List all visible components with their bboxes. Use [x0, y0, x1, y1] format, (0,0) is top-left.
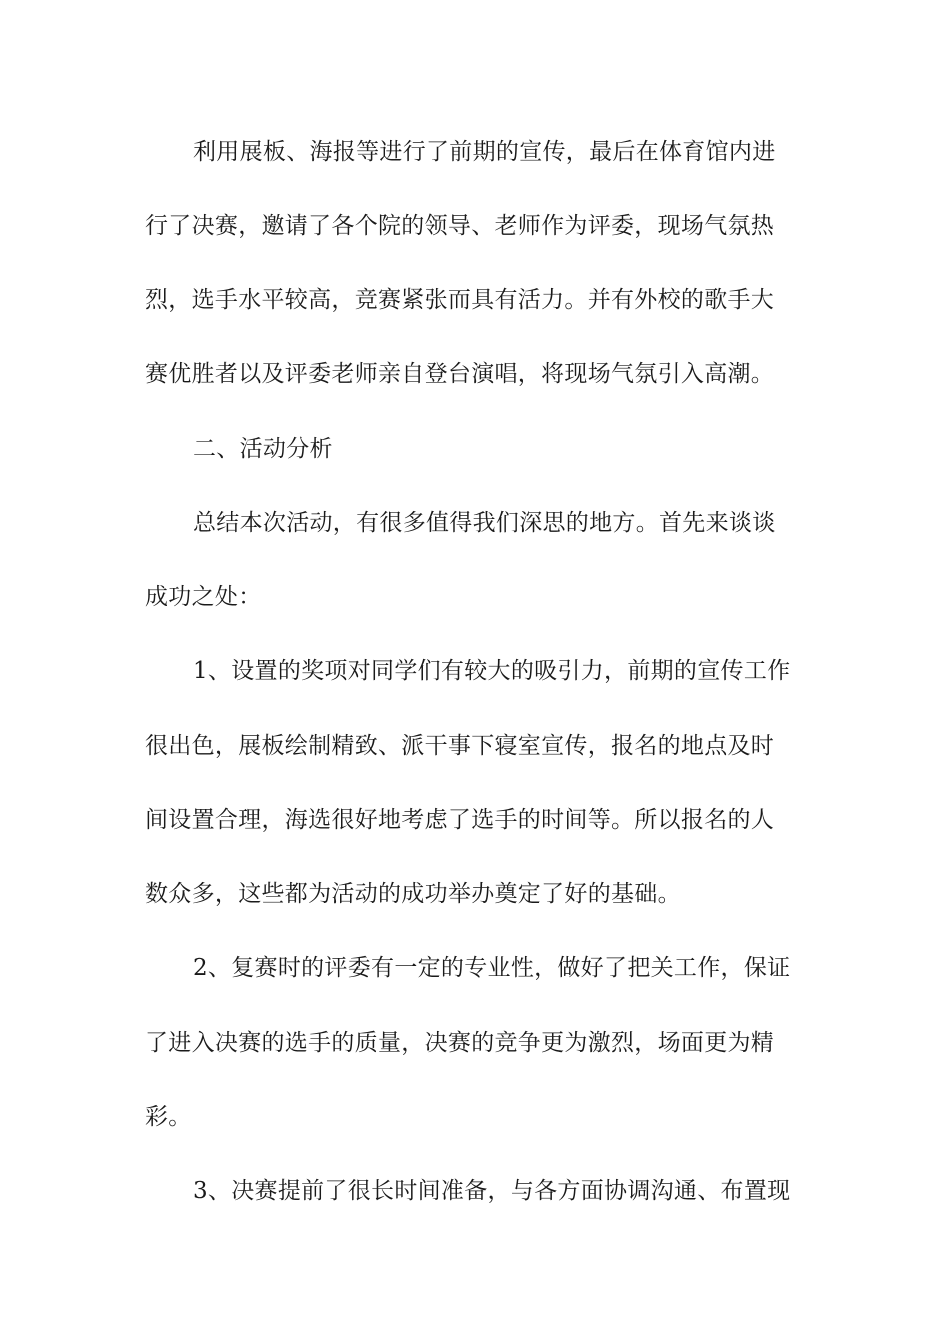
paragraph-1-line-1: 利用展板、海报等进行了前期的宣传，最后在体育馆内进	[193, 139, 776, 165]
paragraph-1-line-3: 烈，选手水平较高，竞赛紧张而具有活力。并有外校的歌手大	[145, 287, 775, 313]
section-heading-activity-analysis: 二、活动分析	[193, 436, 333, 462]
paragraph-4-line-3: 彩。	[145, 1104, 192, 1130]
paragraph-1-line-2: 行了决赛，邀请了各个院的领导、老师作为评委，现场气氛热	[145, 213, 775, 239]
paragraph-2-line-2: 成功之处：	[145, 584, 262, 610]
paragraph-3-line-2: 很出色，展板绘制精致、派干事下寝室宣传，报名的地点及时	[145, 733, 775, 759]
paragraph-4-line-2: 了进入决赛的选手的质量，决赛的竞争更为激烈，场面更为精	[145, 1030, 775, 1056]
paragraph-5-line-1: 3、决赛提前了很长时间准备，与各方面协调沟通、布置现	[193, 1178, 791, 1204]
paragraph-3-line-3: 间设置合理，海选很好地考虑了选手的时间等。所以报名的人	[145, 807, 775, 833]
paragraph-4-line-1: 2、复赛时的评委有一定的专业性，做好了把关工作，保证	[193, 955, 791, 981]
paragraph-1-line-4: 赛优胜者以及评委老师亲自登台演唱，将现场气氛引入高潮。	[145, 361, 775, 387]
paragraph-3-line-4: 数众多，这些都为活动的成功举办奠定了好的基础。	[145, 881, 681, 907]
paragraph-2-line-1: 总结本次活动，有很多值得我们深思的地方。首先来谈谈	[193, 510, 776, 536]
paragraph-3-line-1: 1、设置的奖项对同学们有较大的吸引力，前期的宣传工作	[193, 658, 791, 684]
